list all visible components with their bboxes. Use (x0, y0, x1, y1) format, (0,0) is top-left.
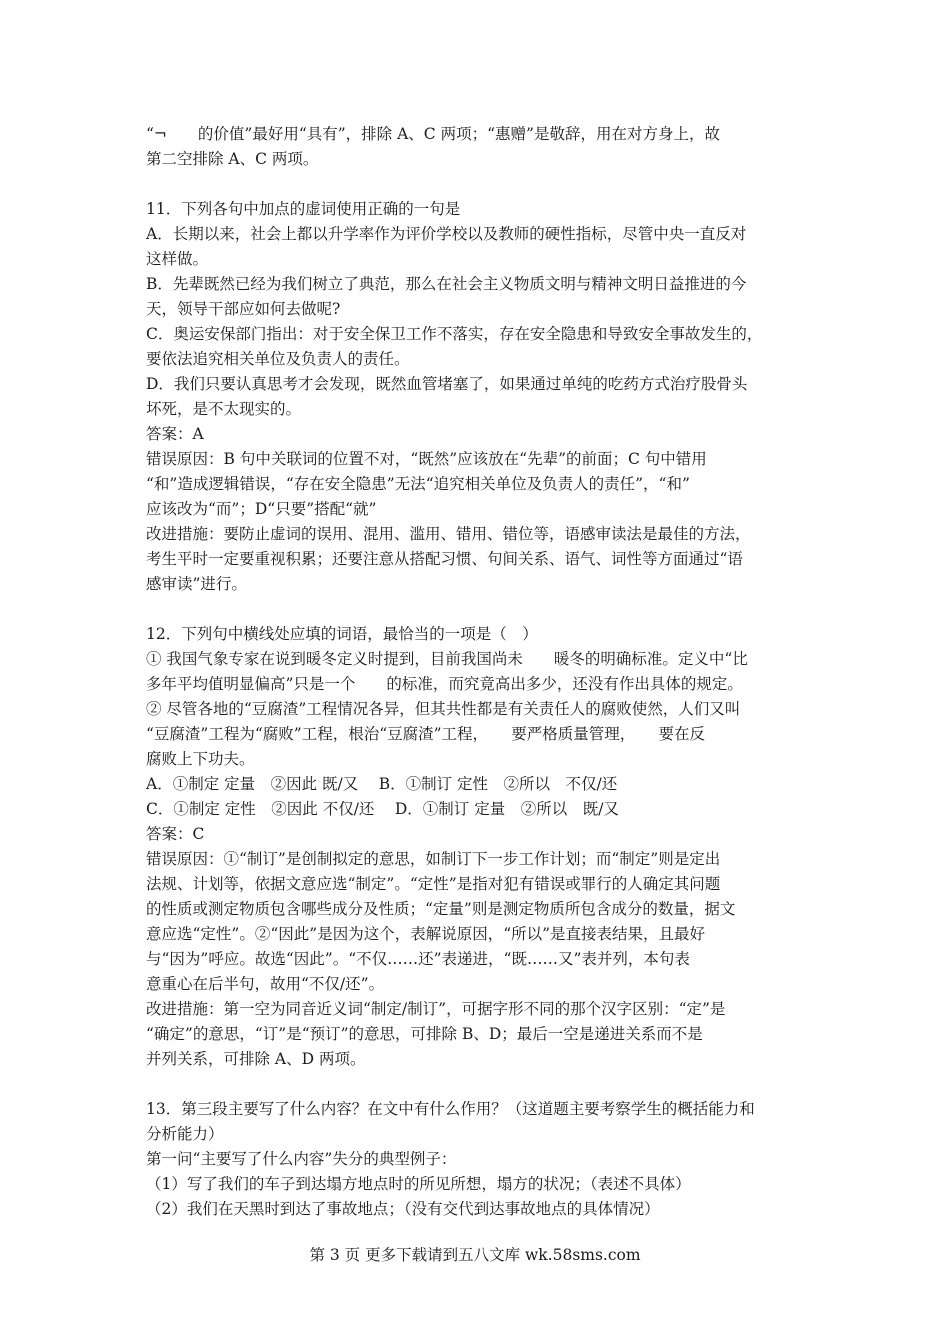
question-title-cont: 分析能力） (146, 1125, 224, 1143)
improvement-cont: “确定”的意思，“订”是“预订”的意思，可排除 B、D；最后一空是递进关系而不是 (146, 1025, 703, 1043)
option-b: B．先辈既然已经为我们树立了典范，那么在社会主义物质文明与精神文明日益推进的今 (146, 275, 747, 293)
options-cd: C．①制定 定性 ②因此 不仅/还 D．①制订 定量 ②所以 既/又 (146, 800, 619, 818)
paragraph-gap (146, 172, 814, 197)
text-line: “¬ 的价值”最好用“具有”，排除 A、C 两项；“惠赠”是敬辞，用在对方身上，故 (146, 125, 720, 143)
sentence-2-cont: “豆腐渣”工程为“腐败”工程，根治“豆腐渣”工程， 要严格质量管理， 要在反 (146, 725, 706, 743)
answer: 答案：A (146, 425, 204, 443)
document-body (146, 122, 814, 1222)
error-reason: 错误原因：B 句中关联词的位置不对，“既然”应该放在“先辈”的前面；C 句中错用 (146, 450, 707, 468)
example-item: （1）写了我们的车子到达塌方地点时的所见所想，塌方的状况；（表述不具体） (146, 1175, 691, 1193)
question-title: 12．下列句中横线处应填的词语，最恰当的一项是（ ） (146, 625, 538, 643)
answer: 答案：C (146, 825, 205, 843)
error-reason-cont: 意重心在后半句，故用“不仅/还”。 (146, 975, 385, 993)
question-11 (146, 197, 814, 597)
intro-section (146, 122, 814, 172)
option-d-cont: 坏死，是不太现实的。 (146, 400, 302, 418)
improvement-cont: 感审读”进行。 (146, 575, 247, 593)
question-title: 13．第三段主要写了什么内容？在文中有什么作用？（这道题主要考察学生的概括能力和 (146, 1100, 755, 1118)
option-a: A．长期以来，社会上都以升学率作为评价学校以及教师的硬性指标，尽管中央一直反对 (146, 225, 747, 243)
sentence-1: ① 我国气象专家在说到暖冬定义时提到，目前我国尚未 暖冬的明确标准。定义中“比 (146, 650, 748, 668)
error-reason-cont: 意应选“定性”。②“因此”是因为这个，表解说原因，“所以”是直接表结果，且最好 (146, 925, 706, 943)
improvement-cont: 考生平时一定要重视积累；还要注意从搭配习惯、句间关系、语气、词性等方面通过“语 (146, 550, 743, 568)
option-c: C．奥运安保部门指出：对于安全保卫工作不落实，存在安全隐患和导致安全事故发生的， (146, 325, 763, 343)
page-footer: 第 3 页 更多下载请到五八文库 wk.58sms.com (309, 1246, 641, 1264)
paragraph-gap (146, 1072, 814, 1097)
improvement-cont: 并列关系，可排除 A、D 两项。 (146, 1050, 366, 1068)
error-reason: 错误原因：①“制订”是创制拟定的意思，如制订下一步工作计划；而“制定”则是定出 (146, 850, 721, 868)
error-reason-cont: 应该改为“而”；D“只要”搭配“就” (146, 500, 377, 518)
question-13 (146, 1097, 814, 1222)
error-reason-cont: “和”造成逻辑错误，“存在安全隐患”无法“追究相关单位及负责人的责任”，“和” (146, 475, 690, 493)
paragraph-gap (146, 597, 814, 622)
option-d: D．我们只要认真思考才会发现，既然血管堵塞了，如果通过单纯的吃药方式治疗股骨头 (146, 375, 748, 393)
option-b-cont: 天，领导干部应如何去做呢? (146, 300, 341, 318)
sentence-2: ② 尽管各地的“豆腐渣”工程情况各异，但其共性都是有关责任人的腐败使然，人们又叫 (146, 700, 741, 718)
error-reason-cont: 法规、计划等，依据文意应选“制定”。“定性”是指对犯有错误或罪行的人确定其问题 (146, 875, 721, 893)
improvement: 改进措施：要防止虚词的误用、混用、滥用、错用、错位等，语感审读法是最佳的方法， (146, 525, 751, 543)
options-ab: A．①制定 定量 ②因此 既/又 B．①制订 定性 ②所以 不仅/还 (146, 775, 618, 793)
error-reason-cont: 的性质或测定物质包含哪些成分及性质；“定量”则是测定物质所包含成分的数量，据文 (146, 900, 736, 918)
option-c-cont: 要依法追究相关单位及负责人的责任。 (146, 350, 410, 368)
error-reason-cont: 与“因为”呼应。故选“因此”。“不仅……还”表递进，“既……又”表并列，本句表 (146, 950, 690, 968)
question-12 (146, 622, 814, 1072)
example-item: （2）我们在天黑时到达了事故地点；（没有交代到达事故地点的具体情况） (146, 1200, 660, 1218)
sentence-1-cont: 多年平均值明显偏高”只是一个 的标准，而究竟高出多少，还没有作出具体的规定。 (146, 675, 743, 693)
improvement: 改进措施：第一空为同音近义词“制定/制订”，可据字形不同的那个汉字区别：“定”是 (146, 1000, 726, 1018)
text-line: 第二空排除 A、C 两项。 (146, 150, 319, 168)
option-a-cont: 这样做。 (146, 250, 209, 268)
question-title: 11．下列各句中加点的虚词使用正确的一句是 (146, 200, 461, 218)
sentence-2-cont: 腐败上下功夫。 (146, 750, 255, 768)
example-heading: 第一问“主要写了什么内容”失分的典型例子： (146, 1150, 457, 1168)
